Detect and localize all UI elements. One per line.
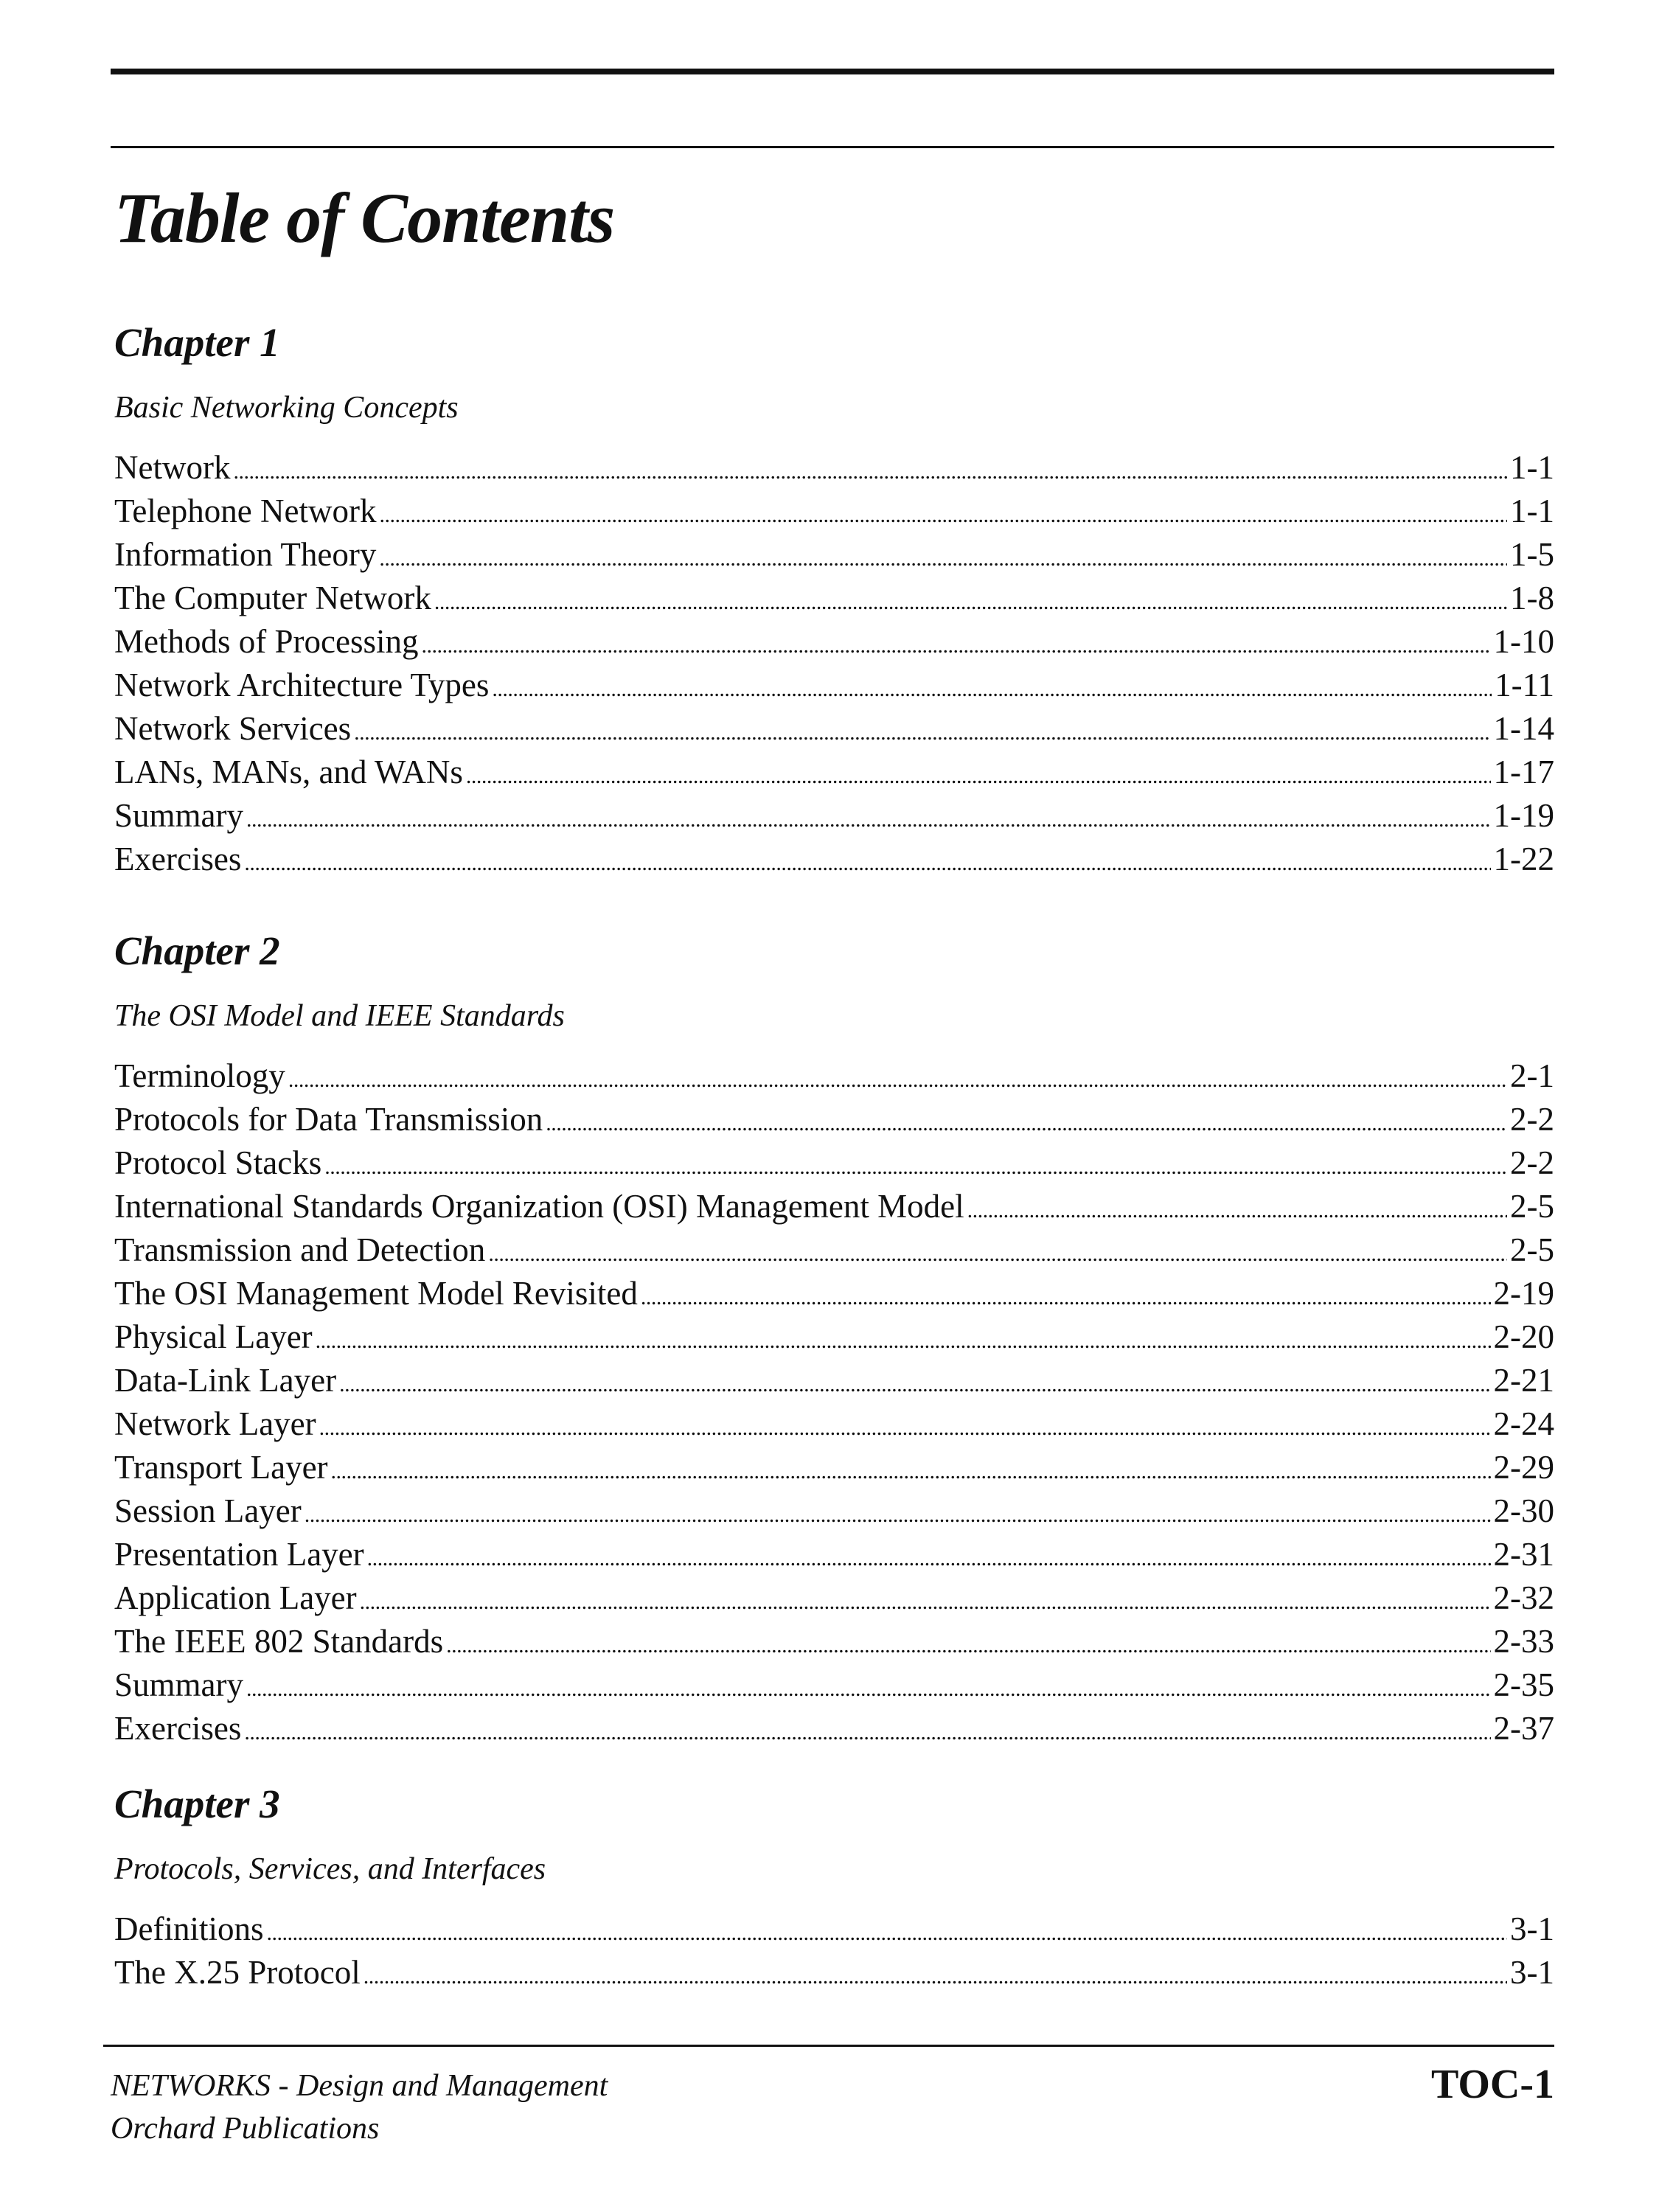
toc-entry-page: 1-19 bbox=[1493, 797, 1554, 834]
dot-leader bbox=[244, 1711, 1490, 1750]
dot-leader bbox=[379, 537, 1507, 577]
dot-leader bbox=[244, 841, 1490, 881]
footer-rule bbox=[103, 2045, 1554, 2047]
toc-entry-label: Exercises bbox=[114, 1710, 242, 1747]
toc-entry-page: 2-1 bbox=[1510, 1057, 1554, 1094]
dot-leader bbox=[446, 1624, 1490, 1663]
toc-entry-label: Network Architecture Types bbox=[114, 667, 490, 703]
toc-entry-page: 2-35 bbox=[1493, 1666, 1554, 1703]
toc-entry-label: Session Layer bbox=[114, 1492, 302, 1529]
toc-entry[interactable] bbox=[114, 1228, 1554, 1272]
toc-entry[interactable] bbox=[114, 1446, 1554, 1489]
dot-leader bbox=[316, 1319, 1491, 1359]
toc-entry[interactable] bbox=[114, 1185, 1554, 1228]
page-title: Table of Contents bbox=[114, 178, 615, 257]
dot-leader bbox=[354, 711, 1490, 751]
toc-entry[interactable] bbox=[114, 664, 1554, 707]
toc-entry[interactable] bbox=[114, 1315, 1554, 1359]
dot-leader bbox=[266, 1911, 1507, 1951]
toc-entry-label: Exercises bbox=[114, 841, 242, 877]
chapter-heading: Chapter 1 bbox=[114, 320, 280, 365]
dot-leader bbox=[246, 798, 1491, 838]
toc-entry[interactable] bbox=[114, 533, 1554, 577]
toc-entry-page: 1-22 bbox=[1493, 841, 1554, 877]
toc-entry-page: 1-17 bbox=[1493, 754, 1554, 790]
toc-entry[interactable] bbox=[114, 446, 1554, 490]
toc-entry-page: 2-29 bbox=[1493, 1449, 1554, 1486]
toc-entry-label: Summary bbox=[114, 797, 243, 834]
toc-entry-label: Network Layer bbox=[114, 1405, 316, 1442]
toc-entry-label: Application Layer bbox=[114, 1579, 357, 1616]
dot-leader bbox=[421, 624, 1490, 664]
chapter-heading: Chapter 3 bbox=[114, 1781, 280, 1826]
toc-entry-page: 1-8 bbox=[1510, 580, 1554, 616]
toc-entry[interactable] bbox=[114, 620, 1554, 664]
dot-leader bbox=[360, 1580, 1491, 1620]
chapter-subtitle: Basic Networking Concepts bbox=[114, 391, 459, 425]
toc-entry[interactable] bbox=[114, 577, 1554, 620]
toc-entry[interactable] bbox=[114, 707, 1554, 751]
toc-entry-page: 1-11 bbox=[1495, 667, 1554, 703]
toc-entry[interactable] bbox=[114, 1054, 1554, 1098]
dot-leader bbox=[379, 493, 1507, 533]
toc-entry-page: 2-5 bbox=[1510, 1231, 1554, 1268]
footer-book-title-rest: - Design and Management bbox=[271, 2069, 608, 2103]
toc-entry-label: The IEEE 802 Standards bbox=[114, 1623, 444, 1660]
toc-entry-label: Terminology bbox=[114, 1057, 285, 1094]
dot-leader bbox=[339, 1363, 1490, 1402]
toc-entry-label: Transport Layer bbox=[114, 1449, 328, 1486]
toc-entry-label: Data-Link Layer bbox=[114, 1362, 337, 1399]
toc-entry-label: Protocol Stacks bbox=[114, 1144, 322, 1181]
dot-leader bbox=[434, 580, 1507, 620]
toc-entry-page: 2-24 bbox=[1493, 1405, 1554, 1442]
toc-entry[interactable] bbox=[114, 794, 1554, 838]
toc-entry-label: Information Theory bbox=[114, 536, 377, 573]
toc-entry-page: 1-5 bbox=[1510, 536, 1554, 573]
dot-leader bbox=[319, 1406, 1491, 1446]
toc-entry[interactable] bbox=[114, 1620, 1554, 1663]
toc-entry[interactable] bbox=[114, 1951, 1554, 1994]
dot-leader bbox=[233, 450, 1507, 490]
footer-page-label: TOC-1 bbox=[1431, 2062, 1554, 2107]
dot-leader bbox=[246, 1667, 1491, 1707]
toc-entry-label: Presentation Layer bbox=[114, 1536, 364, 1573]
toc-entry-page: 2-32 bbox=[1493, 1579, 1554, 1616]
toc-entry-label: Summary bbox=[114, 1666, 243, 1703]
footer-publisher: Orchard Publications bbox=[111, 2112, 380, 2146]
dot-leader bbox=[324, 1145, 1507, 1185]
toc-entry-label: Methods of Processing bbox=[114, 623, 419, 660]
toc-entry-page: 2-37 bbox=[1493, 1710, 1554, 1747]
toc-entry[interactable] bbox=[114, 1533, 1554, 1576]
dot-leader bbox=[967, 1189, 1507, 1228]
toc-entry[interactable] bbox=[114, 1907, 1554, 1951]
chapter-subtitle: The OSI Model and IEEE Standards bbox=[114, 999, 565, 1033]
toc-entry-page: 3-1 bbox=[1510, 1910, 1554, 1947]
toc-entry-page: 1-1 bbox=[1510, 493, 1554, 529]
dot-leader bbox=[466, 754, 1491, 794]
chapter-2-section bbox=[114, 922, 1554, 1750]
toc-entry-label: Telephone Network bbox=[114, 493, 377, 529]
toc-entry[interactable] bbox=[114, 1707, 1554, 1750]
toc-entry-page: 2-30 bbox=[1493, 1492, 1554, 1529]
toc-entry-label: The X.25 Protocol bbox=[114, 1954, 361, 1991]
toc-entry-page: 1-1 bbox=[1510, 449, 1554, 486]
toc-entry[interactable] bbox=[114, 838, 1554, 881]
toc-entry-page: 2-21 bbox=[1493, 1362, 1554, 1399]
toc-entry[interactable] bbox=[114, 751, 1554, 794]
toc-entry[interactable] bbox=[114, 1402, 1554, 1446]
toc-entry-label: LANs, MANs, and WANs bbox=[114, 754, 463, 790]
toc-entry-page: 1-10 bbox=[1493, 623, 1554, 660]
chapter-heading: Chapter 2 bbox=[114, 928, 280, 973]
toc-entry-page: 2-33 bbox=[1493, 1623, 1554, 1660]
toc-entry-page: 2-20 bbox=[1493, 1318, 1554, 1355]
dot-leader bbox=[546, 1102, 1507, 1141]
toc-entry[interactable] bbox=[114, 1141, 1554, 1185]
dot-leader bbox=[288, 1058, 1507, 1098]
toc-entry-label: Protocols for Data Transmission bbox=[114, 1101, 543, 1138]
dot-leader bbox=[367, 1537, 1491, 1576]
toc-entry-page: 2-5 bbox=[1510, 1188, 1554, 1225]
toc-entry-label: Transmission and Detection bbox=[114, 1231, 486, 1268]
footer-book-title-caps: NETWORKS bbox=[111, 2069, 271, 2103]
toc-entry[interactable] bbox=[114, 1272, 1554, 1315]
toc-entry-page: 2-19 bbox=[1493, 1275, 1554, 1312]
top-rule-thin bbox=[111, 146, 1554, 148]
toc-entry[interactable] bbox=[114, 1576, 1554, 1620]
toc-entry[interactable] bbox=[114, 490, 1554, 533]
toc-entry-label: Definitions bbox=[114, 1910, 264, 1947]
toc-entry-page: 2-2 bbox=[1510, 1101, 1554, 1138]
toc-entry-label: Network bbox=[114, 449, 231, 486]
dot-leader bbox=[488, 1232, 1507, 1272]
chapter-subtitle: Protocols, Services, and Interfaces bbox=[114, 1852, 546, 1886]
dot-leader bbox=[492, 667, 1492, 707]
footer-book-info bbox=[111, 2065, 608, 2150]
dot-leader bbox=[641, 1276, 1491, 1315]
toc-entry-page: 1-14 bbox=[1493, 710, 1554, 747]
toc-entry-label: The Computer Network bbox=[114, 580, 431, 616]
toc-entry-label: Physical Layer bbox=[114, 1318, 313, 1355]
toc-entry[interactable] bbox=[114, 1489, 1554, 1533]
dot-leader bbox=[305, 1493, 1491, 1533]
chapter-1-section bbox=[114, 313, 1554, 881]
toc-entry-page: 2-31 bbox=[1493, 1536, 1554, 1573]
toc-entry-label: The OSI Management Model Revisited bbox=[114, 1275, 638, 1312]
footer-book-title bbox=[111, 2065, 608, 2107]
dot-leader bbox=[364, 1955, 1507, 1994]
dot-leader bbox=[331, 1450, 1491, 1489]
toc-entry[interactable] bbox=[114, 1663, 1554, 1707]
toc-entry-label: Network Services bbox=[114, 710, 352, 747]
toc-entry[interactable] bbox=[114, 1098, 1554, 1141]
top-rule-thick bbox=[111, 69, 1554, 74]
toc-entry-label: International Standards Organization (OSI) Management Model bbox=[114, 1188, 964, 1225]
toc-entry-page: 3-1 bbox=[1510, 1954, 1554, 1991]
toc-entry-page: 2-2 bbox=[1510, 1144, 1554, 1181]
toc-entry[interactable] bbox=[114, 1359, 1554, 1402]
chapter-3-section bbox=[114, 1775, 1554, 1994]
